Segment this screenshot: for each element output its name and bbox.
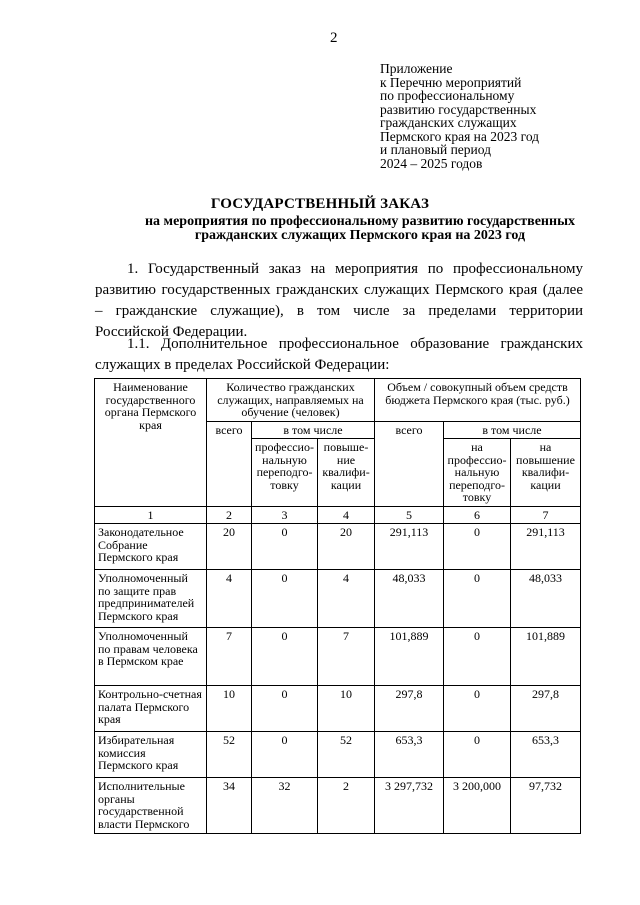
paragraph-1-1: 1.1. Дополнительное профессиональное образование гражданских служащих в пределах Российской Федерации: [95,336,583,373]
page-number: 2 [330,30,338,46]
count-total: 10 [207,686,252,732]
appendix-line: и плановый период [380,142,491,157]
header-count-qualification: повыше-ние квалифи-кации [318,439,375,507]
volume-qualification: 101,889 [511,628,581,686]
count-total: 52 [207,732,252,778]
count-total: 20 [207,524,252,570]
appendix-line: к Перечню мероприятий [380,74,522,90]
count-retraining: 0 [252,732,318,778]
appendix-line: гражданских служащих [380,115,517,130]
count-qualification: 7 [318,628,375,686]
count-retraining: 0 [252,628,318,686]
column-number: 4 [318,506,375,524]
count-total: 7 [207,628,252,686]
count-total: 34 [207,778,252,834]
column-number-row [95,506,581,524]
volume-total: 3 297,732 [375,778,444,834]
count-total: 4 [207,570,252,628]
agency-name: Исполнительные органы государственной власти Пермского [95,778,207,834]
appendix-note [380,62,539,170]
table-row [95,732,581,778]
volume-qualification: 48,033 [511,570,581,628]
agency-name: Уполномоченный по защите прав предпринимателей Пермского края [95,570,207,628]
column-number: 3 [252,506,318,524]
document-subtitle [80,215,640,243]
agency-name: Законодательное Собрание Пермского края [95,524,207,570]
table-row [95,778,581,834]
volume-retraining: 0 [444,732,511,778]
volume-retraining: 0 [444,570,511,628]
volume-retraining: 0 [444,686,511,732]
volume-qualification: 291,113 [511,524,581,570]
document-title: ГОСУДАРСТВЕННЫЙ ЗАКАЗ [210,196,430,212]
volume-retraining: 0 [444,524,511,570]
column-number: 5 [375,506,444,524]
column-number: 7 [511,506,581,524]
state-order-table [94,378,581,834]
table-row [95,686,581,732]
column-number: 2 [207,506,252,524]
table-row [95,524,581,570]
table-row [95,570,581,628]
appendix-line: Приложение [380,61,453,76]
volume-total: 101,889 [375,628,444,686]
header-count-in-that-number: в том числе [252,421,375,439]
subtitle-line: на мероприятия по профессиональному развитию государственных [144,214,575,229]
header-volume-qualification: на повышение квалифи-кации [511,439,581,507]
paragraph-1: 1. Государственный заказ на мероприятия по профессиональному развитию государственных гражданских служащих Пермского края (далее – гражданские служащие), в том числе за пределами территории Российской Федерации. [95,261,583,340]
column-number: 6 [444,506,511,524]
agency-name: Избирательная комиссия Пермского края [95,732,207,778]
appendix-line: по профессиональному [380,88,515,103]
header-count-total: всего [207,421,252,506]
volume-qualification: 653,3 [511,732,581,778]
volume-total: 653,3 [375,732,444,778]
count-qualification: 20 [318,524,375,570]
count-retraining: 0 [252,686,318,732]
count-retraining: 0 [252,524,318,570]
count-qualification: 10 [318,686,375,732]
subtitle-line: гражданских служащих Пермского края на 2023 год [194,228,526,243]
appendix-line: развитию государственных [380,101,537,117]
count-qualification: 52 [318,732,375,778]
volume-retraining: 3 200,000 [444,778,511,834]
header-volume-retraining: на профессио-нальную переподго-товку [444,439,511,507]
header-count-group: Количество гражданских служащих, направляемых на обучение (человек) [207,379,375,422]
volume-total: 291,113 [375,524,444,570]
header-volume-total: всего [375,421,444,506]
appendix-line: 2024 – 2025 годов [380,155,483,171]
header-agency-name: Наименование государственного органа Пермского края [95,379,207,507]
table-row [95,628,581,686]
count-qualification: 4 [318,570,375,628]
volume-qualification: 97,732 [511,778,581,834]
volume-total: 297,8 [375,686,444,732]
count-retraining: 0 [252,570,318,628]
volume-retraining: 0 [444,628,511,686]
column-number: 1 [95,506,207,524]
header-volume-in-that-number: в том числе [444,421,581,439]
header-count-retraining: профессио-нальную переподго-товку [252,439,318,507]
volume-total: 48,033 [375,570,444,628]
count-retraining: 32 [252,778,318,834]
volume-qualification: 297,8 [511,686,581,732]
count-qualification: 2 [318,778,375,834]
header-volume-group: Объем / совокупный объем средств бюджета Пермского края (тыс. руб.) [375,379,581,422]
appendix-line: Пермского края на 2023 год [380,128,540,144]
agency-name: Уполномоченный по правам человека в Пермском крае [95,628,207,686]
agency-name: Контрольно-счетная палата Пермского края [95,686,207,732]
